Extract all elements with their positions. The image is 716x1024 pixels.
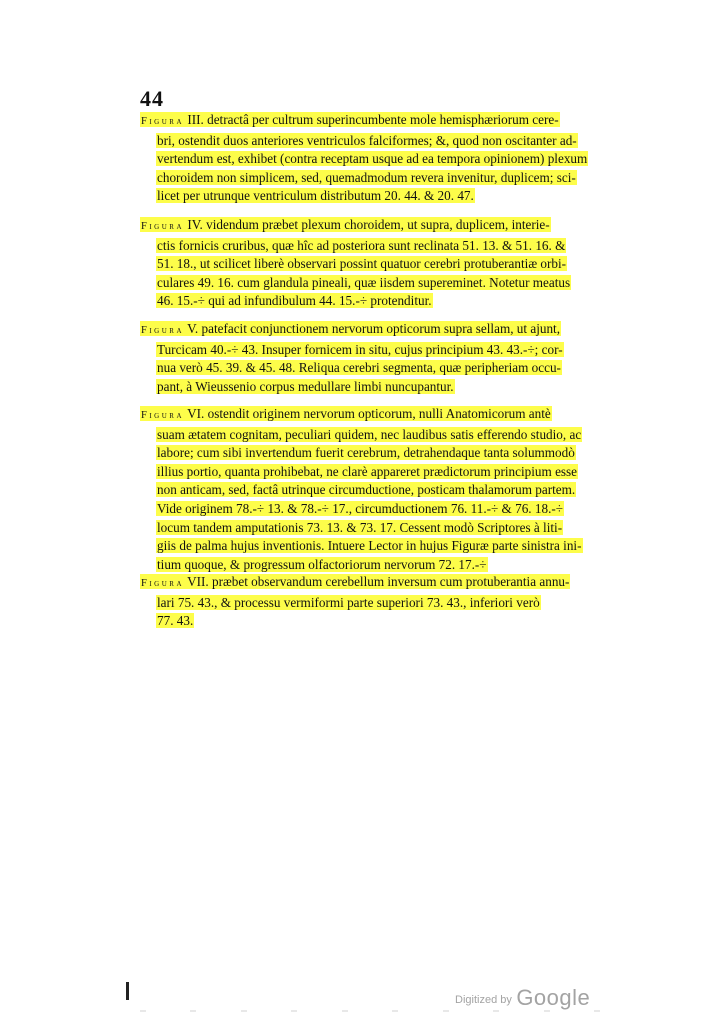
text-line: labore; cum sibi invertendum fuerit cerebrum, detrahendaque tanta solummodò bbox=[157, 445, 575, 461]
text-line: bri, ostendit duos anteriores ventriculos falciformes; &, quod non oscitanter ad- bbox=[157, 132, 577, 148]
figure-iii-paragraph bbox=[140, 111, 588, 206]
figure-label: Figura bbox=[141, 578, 185, 589]
page-number: 44 bbox=[140, 86, 164, 111]
text-line: lari 75. 43., & processu vermiformi parte superiori 73. 43., inferiori verò bbox=[157, 594, 540, 610]
text-line: videndum præbet plexum choroidem, ut supra, duplicem, interie- bbox=[206, 217, 550, 232]
text-line: vertendum est, exhibet (contra receptam usque ad ea tempora opinionem) plexum bbox=[157, 151, 588, 167]
digitized-by-text: Digitized by bbox=[455, 994, 512, 1006]
figure-number: V. bbox=[187, 321, 199, 336]
figure-vi-paragraph bbox=[140, 405, 580, 574]
figure-number: IV. bbox=[187, 217, 203, 232]
digitized-footer bbox=[455, 985, 590, 1011]
text-line: licet per utrunque ventriculum distributum 20. 44. & 20. 47. bbox=[157, 188, 474, 204]
figure-number: VI. bbox=[187, 406, 205, 421]
figure-label: Figura bbox=[141, 221, 185, 232]
text-line: 51. 18., ut scilicet liberè observari possint quatuor cerebri protuberantiæ orbi- bbox=[157, 256, 567, 272]
text-line: locum tandem amputationis 73. 13. & 73. 17. Cessent modò Scriptores à liti- bbox=[157, 519, 563, 535]
text-line: illius portio, quanta prohibebat, ne clarè appareret prædictorum principium esse bbox=[157, 463, 578, 479]
figure-number: VII. bbox=[187, 574, 209, 589]
figure-v-paragraph bbox=[140, 320, 580, 396]
text-line: tium quoque, & progressum olfactoriorum nervorum 72. 17.-÷ bbox=[157, 556, 487, 572]
figure-label: Figura bbox=[141, 116, 185, 127]
text-line: non anticam, sed, factâ utrinque circumductione, posticam thalamorum partem. bbox=[157, 482, 576, 498]
figure-number: III. bbox=[187, 112, 204, 127]
text-line: giis de palma hujus inventionis. Intuere Lector in hujus Figuræ parte sinistra ini- bbox=[157, 538, 582, 554]
figure-label: Figura bbox=[141, 325, 185, 336]
text-line: suam ætatem cognitam, peculiari quidem, nec laudibus satis efferendo studio, ac bbox=[157, 426, 582, 442]
text-line: pant, à Wieussenio corpus medullare limbi nuncupantur. bbox=[157, 378, 454, 394]
text-line: Vide originem 78.-÷ 13. & 78.-÷ 17., circumductionem 76. 11.-÷ & 76. 18.-÷ bbox=[157, 500, 564, 516]
figure-label: Figura bbox=[141, 410, 185, 421]
text-line: choroidem non simplicem, sed, quemadmodum revera invenitur, duplicem; sci- bbox=[157, 169, 576, 185]
text-line: ctis fornicis cruribus, quæ hîc ad posteriora sunt reclinata 51. 13. & 51. 16. & bbox=[157, 237, 566, 253]
text-line: ostendit originem nervorum opticorum, nulli Anatomicorum antè bbox=[207, 406, 551, 421]
text-line: Turcicam 40.-÷ 43. Insuper fornicem in situ, cujus principium 43. 43.-÷; cor- bbox=[157, 341, 563, 357]
text-line: 77. 43. bbox=[157, 613, 194, 629]
text-line: 46. 15.-÷ qui ad infundibulum 44. 15.-÷ protenditur. bbox=[157, 293, 432, 309]
text-line: culares 49. 16. cum glandula pineali, quæ iisdem supereminet. Notetur meatus bbox=[157, 274, 571, 290]
text-line: detractâ per cultrum superincumbente mole hemisphæriorum cere- bbox=[207, 112, 559, 127]
figure-iv-paragraph bbox=[140, 216, 580, 311]
page-edge-mark bbox=[126, 982, 129, 1000]
figure-vii-paragraph bbox=[140, 573, 580, 631]
text-line: patefacit conjunctionem nervorum opticorum supra sellam, ut ajunt, bbox=[201, 321, 561, 336]
google-logo: Google bbox=[516, 985, 591, 1010]
text-line: præbet observandum cerebellum inversum cum protuberantia annu- bbox=[211, 574, 570, 589]
text-line: nua verò 45. 39. & 45. 48. Reliqua cerebri segmenta, quæ peripheriam occu- bbox=[157, 360, 561, 376]
